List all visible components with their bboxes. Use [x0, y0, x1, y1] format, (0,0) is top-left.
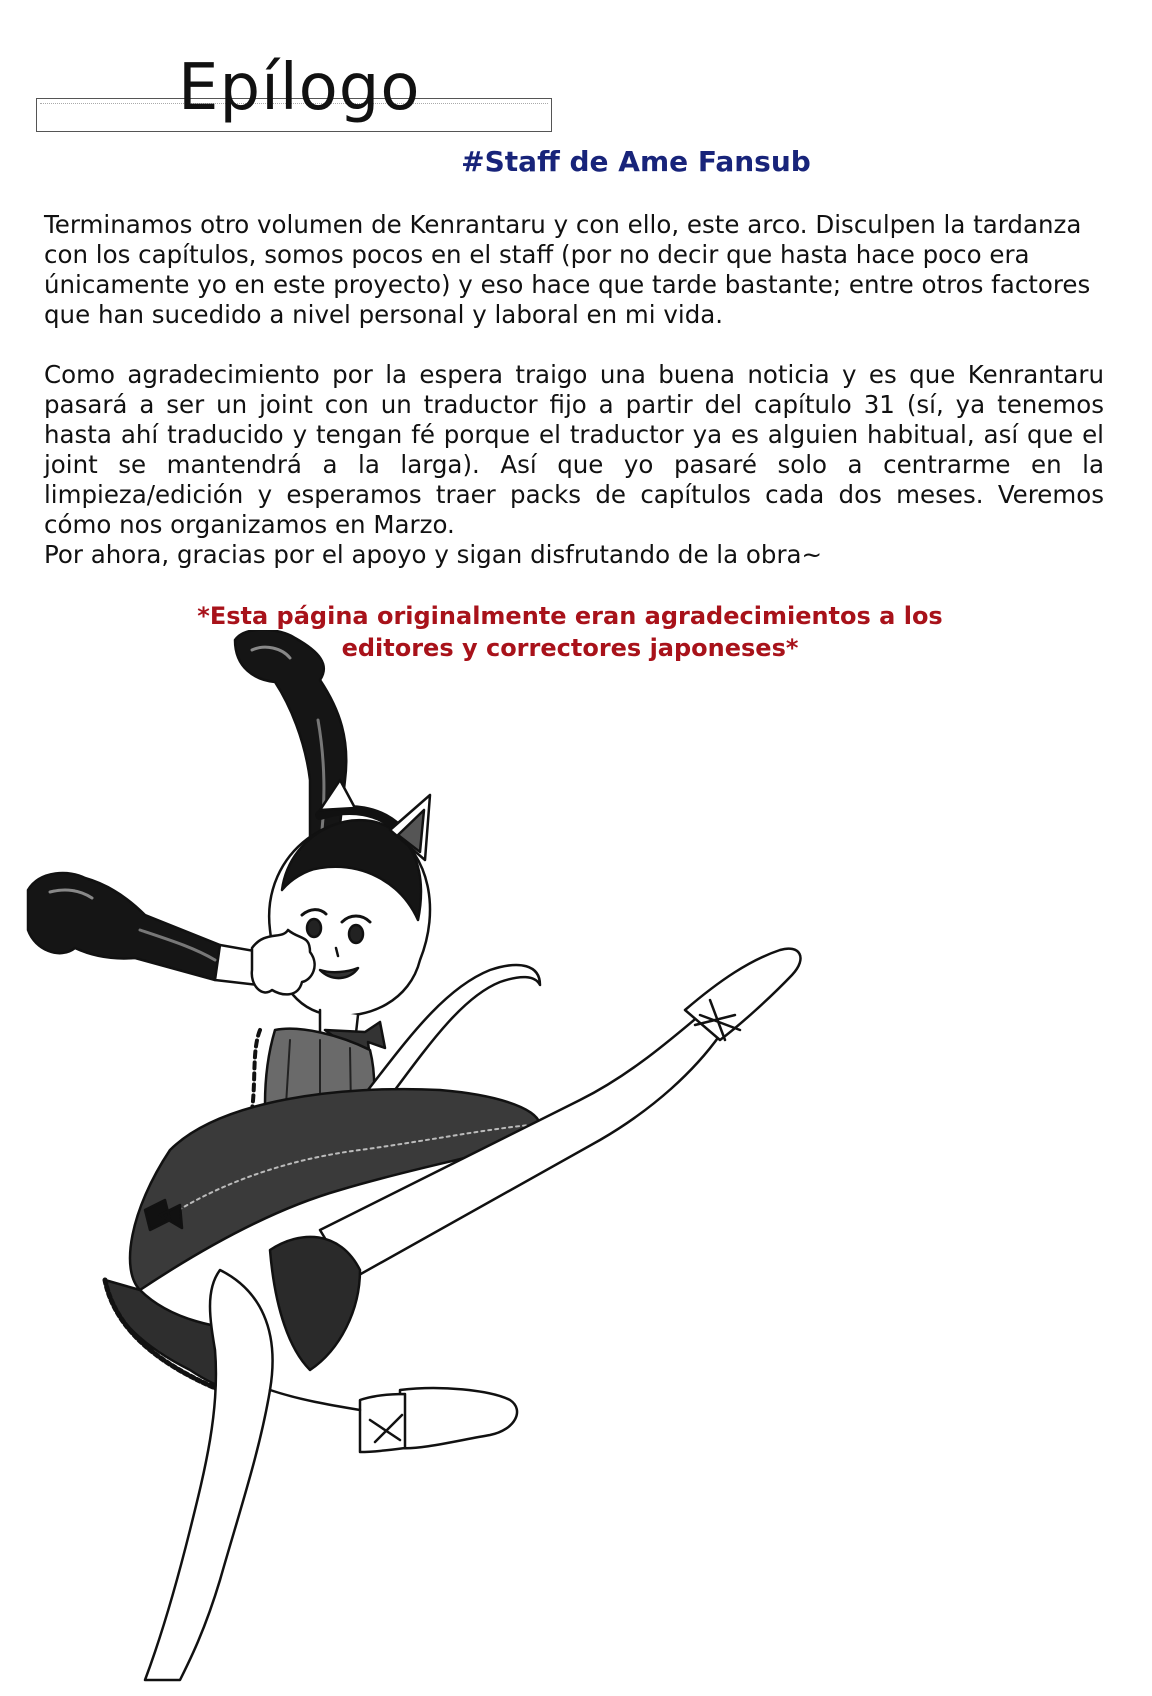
title-block [36, 50, 556, 134]
staff-credit-text: #Staff de Ame Fansub [461, 145, 811, 178]
translator-note: *Esta página originalmente eran agradecimientos a los editores y correctores japoneses* [197, 602, 943, 662]
staff-credit [0, 145, 1152, 178]
page-title: Epílogo [178, 51, 421, 125]
epilogue-body [44, 210, 1104, 570]
ballerina-illustration [20, 630, 900, 1690]
paragraph-thanks: Por ahora, gracias por el apoyo y sigan disfrutando de la obra~ [44, 540, 823, 569]
leotard [270, 1237, 360, 1370]
paragraph-intro: Terminamos otro volumen de Kenrantaru y con ello, este arco. Disculpen la tardanza con los capítulos, somos pocos en el staff (por no decir que hasta hace poco era únicamente yo en este proyecto) y eso hace que tarde bastante; entre otros factores que han sucedido a nivel personal y laboral en mi vida. [44, 210, 1091, 329]
side-glove [28, 873, 220, 980]
paragraph-news: Como agradecimiento por la espera traigo una buena noticia y es que Kenrantaru pasará a ser un joint con un traductor fijo a partir del capítulo 31 (sí, ya tenemos hasta ahí traducido y tengan fé porque el traductor ya es alguien habitual, así que el joint se mantendrá a la larga). Así que yo pasaré solo a centrarme en la limpieza/edición y esperamos traer packs de capítulos cada dos meses. Veremos cómo nos organizamos en Marzo. [44, 360, 1104, 539]
